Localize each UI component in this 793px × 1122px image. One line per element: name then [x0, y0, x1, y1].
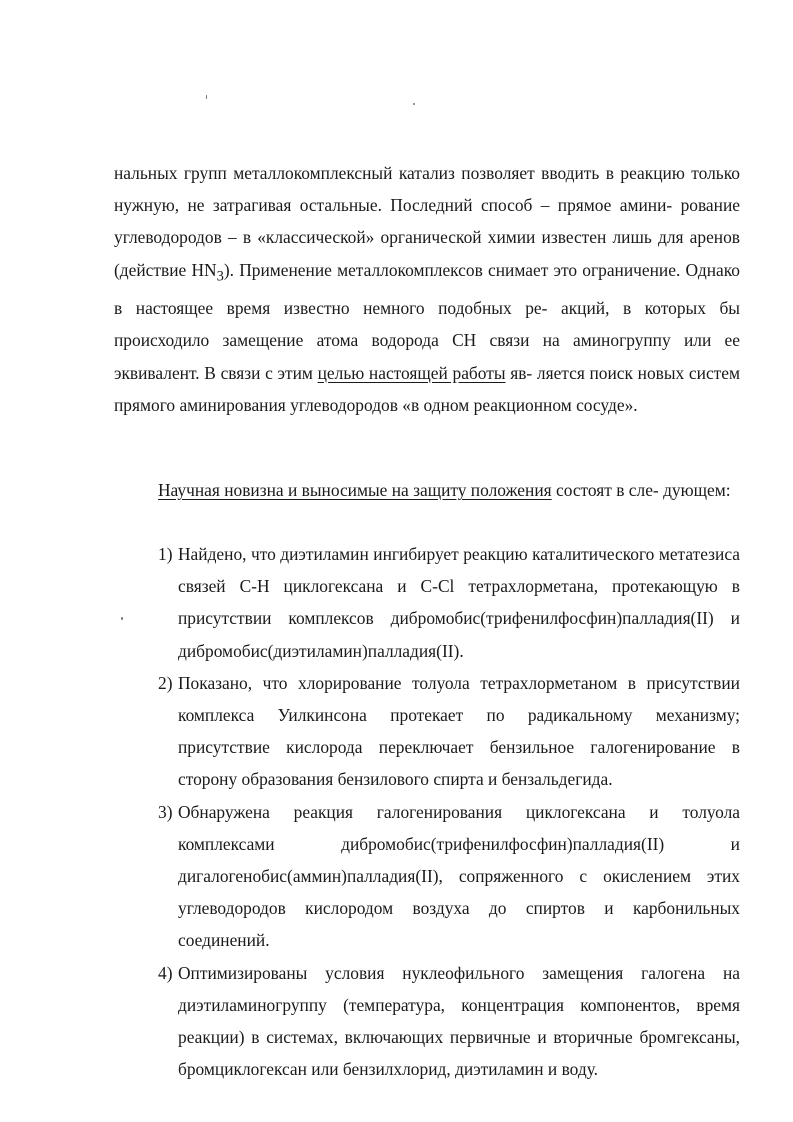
- list-number: 3): [158, 801, 173, 822]
- paragraph-line: рование углеводородов – в «классической» органической химии известен: [114, 195, 740, 248]
- list-text: Показано, что хлорирование толуола тетрахлорметаном в присутствии комплекса Уилкинсона протекает по радикальному механизму; присутствие кислорода переключает бензильное галогенирование в сторону образования бензилового спирта и бензальдегида.: [178, 672, 740, 790]
- list-item: [114, 957, 740, 1086]
- paragraph-line: ляется поиск новых систем прямого аминирования углеводородов «в одном: [114, 362, 740, 415]
- list-text: Обнаружена реакция галогенирования циклогексана и толуола комплексами дибромобис(трифенилфосфин)палладия(II) и дигалогенобис(аммин)палладия(II), сопряженного с окислением этих углеводородов кислородом воздуха до спиртов и карбонильных соединений.: [178, 801, 740, 951]
- paragraph-line: дующем:: [663, 480, 731, 500]
- subscript: 3: [216, 268, 224, 285]
- paragraph-line: яв-: [505, 362, 533, 383]
- scan-speck: [413, 103, 415, 105]
- list-number: 4): [158, 962, 173, 983]
- goal-phrase: целью настоящей работы: [317, 362, 506, 383]
- list-item: [114, 796, 740, 957]
- list-item: [114, 538, 740, 667]
- novelty-paragraph: [114, 474, 740, 506]
- paragraph-line: это ограничение. Однако в настоящее время известно немного подобных ре-: [114, 259, 740, 319]
- intro-paragraph: [114, 157, 740, 421]
- findings-list: [114, 538, 740, 1085]
- list-item: [114, 667, 740, 796]
- paragraph-line: акций, в которых бы происходило замещение атома водорода CH связи на: [114, 298, 740, 351]
- paragraph-line: аминогруппу или ее эквивалент. В связи с этим: [114, 330, 740, 383]
- novelty-heading: Научная новизна и выносимые на защиту положения: [158, 480, 552, 500]
- list-number: 1): [158, 544, 173, 564]
- paragraph-line: лишь для аренов (действие HN: [114, 227, 741, 280]
- list-number: 2): [158, 672, 173, 693]
- list-text: Найдено, что диэтиламин ингибирует реакцию каталитического метатезиса связей C-H циклогексана и C-Cl тетрахлорметана, протекающую в присутствии комплексов дибромобис(трифенилфосфин)палладия(II) и дибромобис(диэтиламин)палладия(II).: [178, 544, 740, 661]
- paragraph-line: реакционном сосуде».: [473, 394, 638, 415]
- paragraph-line: нальных групп металлокомплексный катализ позволяет вводить в реакцию: [114, 163, 685, 183]
- paragraph-line: состоят в сле-: [551, 480, 659, 500]
- paragraph-line: ). Применение металлокомплексов снимает: [223, 259, 549, 280]
- paragraph-line: только нужную, не затрагивая остальные. Последний способ – прямое амини-: [114, 163, 740, 216]
- scan-speck: [206, 95, 207, 99]
- list-text: Оптимизированы условия нуклеофильного замещения галогена на диэтиламиногруппу (температура, концентрация компонентов, время реакции) в системах, включающих первичные и вторичные бромгексаны, бромциклогексан или бензилхлорид, диэтиламин и воду.: [178, 962, 740, 1080]
